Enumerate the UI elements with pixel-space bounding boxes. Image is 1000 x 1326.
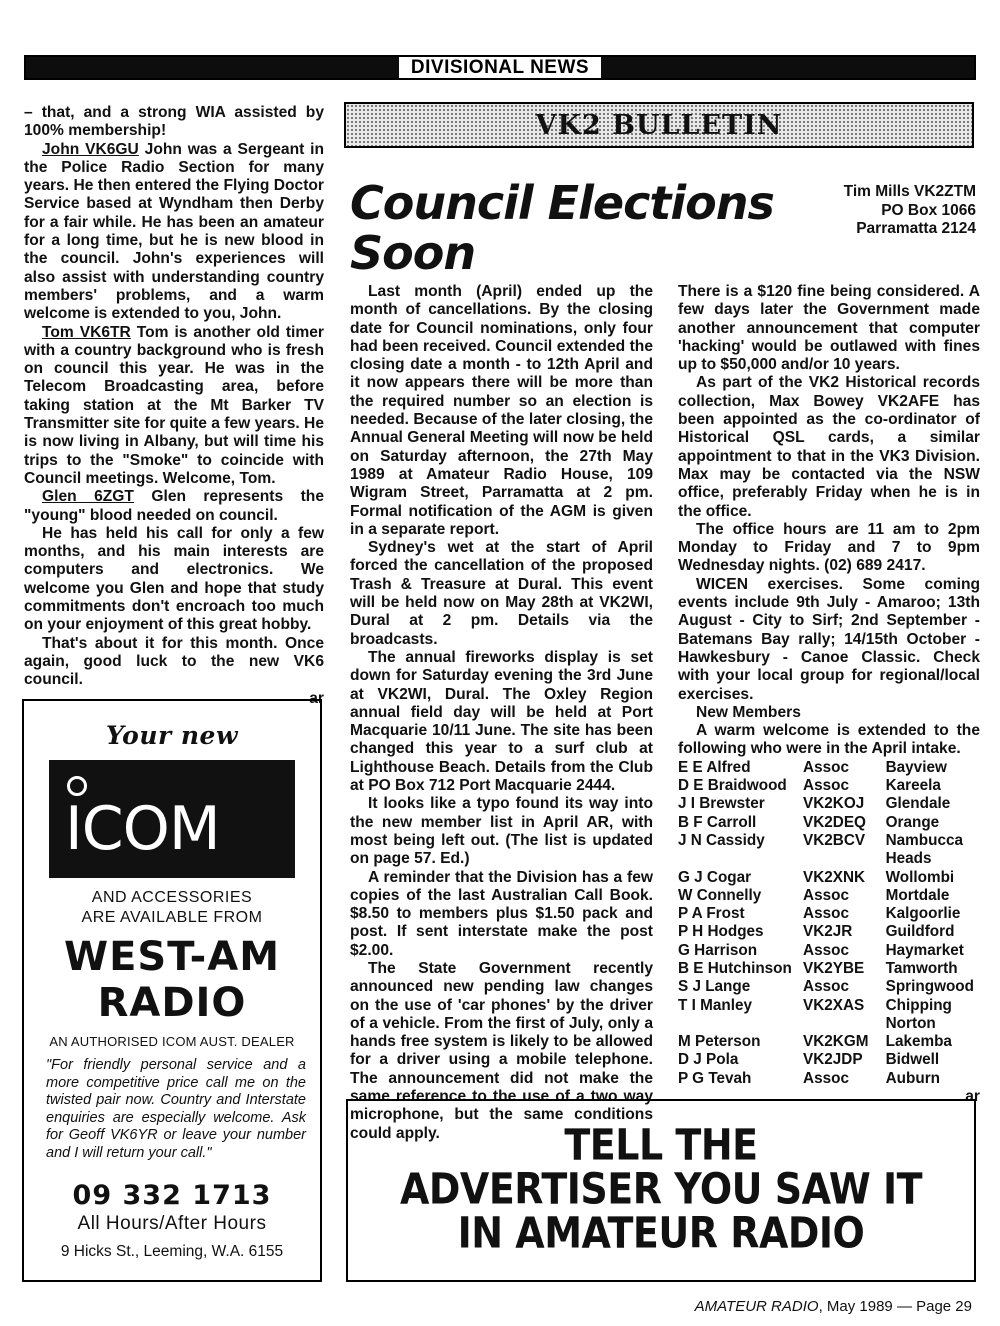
page-footer: [695, 1298, 972, 1315]
member-callsign: Assoc: [803, 777, 849, 795]
middle-paragraph: Last month (April) ended up the month of cancellations. By the closing date for Council nominations, only four had been received. Council extended the closing date a month - to 12th April and it now appears there will be more than the required number so an election is needed. Because of the later closing, the Annual General Meeting will now be held on Saturday afternoon, the 27th May 1989 at Amateur Radio House, 109 Wigram Street, Parramatta at 2 pm. Formal notification of the AGM is given in a separate report.: [350, 283, 653, 538]
member-name: S J Lange: [678, 978, 751, 996]
new-members-heading: New Members: [696, 703, 801, 721]
member-location: Nambucca Heads: [885, 831, 963, 868]
member-row: [678, 942, 974, 960]
member-row: [678, 832, 974, 869]
member-location: Tamworth: [885, 959, 958, 977]
member-callsign: VK2KGM: [803, 1033, 869, 1051]
member-callsign: Assoc: [803, 758, 849, 776]
member-location: Bidwell: [885, 1051, 940, 1069]
member-name: B E Hutchinson: [678, 959, 792, 977]
member-location: Wollombi: [885, 868, 955, 886]
member-name: G J Cogar: [678, 868, 752, 886]
middle-paragraph: The annual fireworks display is set down for Saturday evening the 3rd June at VK2WI, Dural. The Oxley Region annual field day will be held at Port Macquarie 10/11 June. The site has been changed this year to a surf club at Lighthouse Beach. Details from the Club at PO Box 712 Port Macquarie 2444.: [350, 648, 653, 795]
left-paragraph-glen: [24, 488, 324, 525]
members-table-body: [678, 759, 974, 1088]
promo-line-3: IN AMATEUR RADIO: [457, 1208, 865, 1258]
member-name: W Connelly: [678, 886, 762, 904]
member-location: Orange: [885, 813, 940, 831]
members-table: [678, 759, 974, 1088]
left-paragraph-5: He has held his call for only a few months, and his main interests are computers and electronics. We welcome you Glen and hope that study commitments don't encroach too much on your enjoyment of this great hobby.: [24, 524, 324, 634]
ad-address: 9 Hicks St., Leeming, W.A. 6155: [60, 1243, 284, 1260]
section-header: DIVISIONAL NEWS: [399, 57, 601, 78]
ad-company-1: WEST-AM: [63, 934, 281, 980]
member-location: Bayview: [885, 758, 947, 776]
member-row: [678, 960, 974, 978]
member-location: Kareela: [885, 777, 941, 795]
john-text: John was a Sergeant in the Police Radio Section for many years. He then entered the Flying Doctor Service based at Wyndham then Derby for a fair while. He has been an amateur for a long time, but he is new blood in the council. John's experiences will also assist with understanding country members' problems, and a warm welcome is extended to you, John.: [24, 140, 324, 323]
member-row: [678, 1033, 974, 1051]
footer-rest: , May 1989 — Page 29: [818, 1298, 972, 1315]
left-paragraph-6: That's about it for this month. Once again, good luck to the new VK6 council.: [24, 634, 324, 689]
middle-paragraph: Sydney's wet at the start of April forced the cancellation of the proposed Trash & Treasure at Dural. This event will be held now on May 28th at VK2WI, Dural at 2 pm. Details via the broadcasts.: [350, 539, 653, 648]
member-location: Auburn: [885, 1069, 941, 1087]
member-callsign: VK2DEQ: [803, 813, 866, 831]
member-callsign: Assoc: [803, 1069, 849, 1087]
member-location: Guildford: [885, 923, 955, 941]
left-sign-off: ar: [309, 689, 324, 707]
member-name: D J Pola: [678, 1051, 739, 1069]
member-callsign: Assoc: [803, 886, 849, 904]
member-row: [678, 869, 974, 887]
new-members-intro: A warm welcome is extended to the following who were in the April intake.: [678, 722, 980, 758]
promo-box: [346, 1099, 976, 1282]
member-name: P G Tevah: [678, 1069, 752, 1087]
member-name: M Peterson: [678, 1033, 761, 1051]
tom-text: Tom is another old timer with a country background who is fresh on council this year. He was in the Telecom Broadcasting area, before taking station at the Mt Barker TV Transmitter site for quite a few years. He is now living in Albany, but will time his trips to the "Smoke" to coincide with Council meetings. Welcome, Tom.: [24, 323, 324, 487]
member-location: Glendale: [885, 795, 951, 813]
footer-magazine: AMATEUR RADIO: [694, 1298, 819, 1315]
member-callsign: VK2JDP: [803, 1051, 863, 1069]
member-name: J I Brewster: [678, 795, 765, 813]
member-callsign: Assoc: [803, 978, 849, 996]
left-column: [24, 104, 324, 708]
member-callsign: Assoc: [803, 941, 849, 959]
icom-logo: [49, 760, 295, 878]
member-row: [678, 814, 974, 832]
ad-accessories-1: AND ACCESSORIES: [91, 889, 253, 906]
member-row: [678, 978, 974, 996]
member-row: [678, 905, 974, 923]
headline: Council Elections Soon: [350, 176, 774, 280]
member-location: Haymarket: [885, 941, 964, 959]
member-name: J N Cassidy: [678, 831, 765, 849]
member-location: Mortdale: [885, 886, 950, 904]
john-callsign: John VK6GU: [42, 140, 139, 158]
right-sign-off: ar: [965, 1088, 980, 1106]
member-location: Kalgoorlie: [885, 905, 961, 923]
member-name: E E Alfred: [678, 758, 751, 776]
member-name: P H Hodges: [678, 923, 764, 941]
member-location: Springwood: [885, 978, 974, 996]
member-row: [678, 759, 974, 777]
member-row: [678, 795, 974, 813]
member-row: [678, 1051, 974, 1069]
bulletin-title: VK2 BULLETIN: [535, 110, 783, 141]
glen-text: Glen represents the "young" blood needed on council.: [24, 488, 324, 524]
middle-paragraph: It looks like a typo found its way into the new member list in April AR, with most being left out. (The list is updated on page 57. Ed.): [350, 795, 653, 868]
ad-company-2: RADIO: [97, 980, 247, 1026]
member-row: [678, 923, 974, 941]
author-address-1: PO Box 1066: [881, 201, 976, 219]
logo-circle-icon: [67, 776, 87, 796]
right-paragraph: There is a $120 fine being considered. A few days later the Government made another announcement that computer 'hacking' would be outlawed with fines up to $50,000 and/or 10 years.: [678, 283, 980, 374]
member-name: G Harrison: [678, 941, 758, 959]
ad-dealer: AN AUTHORISED ICOM AUST. DEALER: [49, 1034, 295, 1049]
right-paragraph: As part of the VK2 Historical records collection, Max Bowey VK2AFE has been appointed as the co-ordinator of Historical QSL cards, a similar appointment to that in the VK3 Division. Max may be contacted via the NSW office, preferably Friday when he is in the office.: [678, 374, 980, 520]
author-name: Tim Mills VK2ZTM: [843, 183, 976, 200]
author-block: [800, 183, 976, 239]
member-name: D E Braidwood: [678, 777, 787, 795]
author-address-2: Parramatta 2124: [856, 220, 976, 237]
right-column: [678, 283, 980, 1106]
member-callsign: Assoc: [803, 905, 849, 923]
member-row: [678, 887, 974, 905]
member-row: [678, 997, 974, 1034]
middle-paragraph: The State Government recently announced new pending law changes on the use of 'car phones' by the driver of a vehicle. From the first of July, only a hands free system is likely to be allowed for a driver using a mobile telephone. The announcement did not make the same reference to the use of a two way microphone, but the same conditions could apply.: [350, 959, 653, 1142]
middle-paragraph: A reminder that the Division has a few copies of the last Australian Call Book. $8.50 to members plus $1.50 pack and post. If sent interstate make the post $2.00.: [350, 868, 653, 959]
member-location: Lakemba: [885, 1033, 952, 1051]
ad-hours: All Hours/After Hours: [77, 1213, 267, 1234]
ad-accessories-2: ARE AVAILABLE FROM: [81, 909, 263, 926]
right-paragraph: WICEN exercises. Some coming events include 9th July - Amaroo; 13th August - City to Sirf; 2nd September - Batemans Bay rally; 14/15th October - Hawkesbury - Canoe Classic. Check with your local group for regional/local exercises.: [678, 575, 980, 703]
promo-line-2: ADVERTISER YOU SAW IT: [399, 1164, 923, 1214]
member-row: [678, 1070, 974, 1088]
tom-callsign: Tom VK6TR: [42, 323, 131, 341]
glen-callsign: Glen 6ZGT: [42, 488, 134, 506]
left-paragraph-tom: [24, 324, 324, 489]
member-callsign: VK2BCV: [803, 831, 866, 849]
middle-column: [350, 283, 653, 1143]
ad-your-new: Your new: [105, 721, 238, 750]
member-row: [678, 777, 974, 795]
bulletin-banner: [344, 102, 974, 148]
left-paragraph-john: [24, 141, 324, 324]
member-name: P A Frost: [678, 905, 745, 923]
promo-line-1: TELL THE: [564, 1120, 758, 1170]
section-header-bar: [24, 55, 976, 80]
ad-brand: ICOM: [65, 794, 220, 864]
member-location: Chipping Norton: [885, 996, 952, 1032]
member-callsign: VK2XNK: [803, 868, 866, 886]
ad-quote: "For friendly personal service and a more competitive price call me on the twisted pair now. Country and Interstate enquiries are especially welcome. Ask for Geoff VK6YR or leave your number and I will return your call.": [46, 1057, 306, 1161]
icom-advertisement: [22, 699, 322, 1282]
right-paragraph: The office hours are 11 am to 2pm Monday to Friday and 7 to 9pm Wednesday nights. (02) 689 2417.: [678, 520, 980, 575]
member-callsign: VK2JR: [803, 923, 853, 941]
member-name: T I Manley: [678, 996, 752, 1014]
member-name: B F Carroll: [678, 813, 757, 831]
ad-phone: 09 332 1713: [72, 1180, 272, 1211]
member-callsign: VK2KOJ: [803, 795, 865, 813]
member-callsign: VK2YBE: [803, 959, 865, 977]
member-callsign: VK2XAS: [803, 996, 865, 1014]
left-paragraph-1: – that, and a strong WIA assisted by 100% membership!: [24, 104, 324, 140]
